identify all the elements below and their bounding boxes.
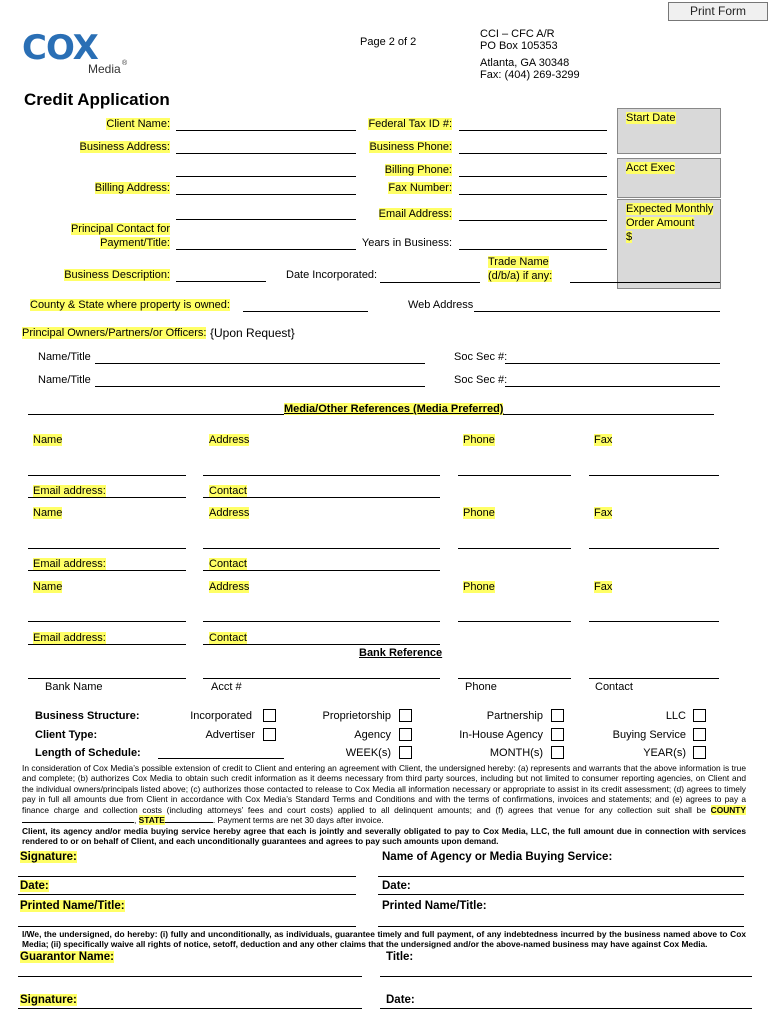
length-of-schedule-field[interactable] [158,758,284,759]
page-indicator: Page 2 of 2 [360,36,417,48]
reference-2-email-field[interactable] [28,570,186,571]
in-house-agency-checkbox[interactable] [551,728,564,741]
start-date-label: Start Date [626,112,676,124]
bank-phone-field[interactable] [458,678,571,679]
email-address-field[interactable] [459,220,607,221]
name-title-label-1: Name/Title [38,351,91,363]
guarantor-name-label: Guarantor Name: [20,951,114,963]
trade-name-label-2: (d/b/a) if any: [488,270,553,282]
signature-label: Signature: [20,851,77,863]
reference-1-address-label: Address [209,434,250,446]
trade-name-label-1: Trade Name [488,256,549,268]
reference-1-email-label: Email address: [33,485,106,497]
reference-3-phone-label: Phone [463,581,495,593]
legal-terms-text: In consideration of Cox Media’s possible extension of credit to Client and entering an agreement with Client, the undersigned hereby: (a) represents and warrants that the above information is true and complete; (b) authorizes Cox Media to obtain such credit information as it deems necessary from third party sources, including but not limited to consumer reporting agencies, on Client and the individual owners/principals listed above; (c) authorizes those contacted to release to Cox Media all information necessary or appropriate to assist in its credit assessment; (d) agrees to timely pay in full all amounts due from Client in accordance with Cox Media’s Standard Terms and Conditions and with the terms of confirmations, invoices and statements; and (e) agrees to pay a finance charge and collection costs (including attorneys’ fees and court costs) applied to all delinquent amounts; and (f) agrees that venue for any collection suit shall be [22,763,746,815]
fax-number-field[interactable] [459,194,607,195]
expected-amount-label-1: Expected Monthly [626,203,714,215]
bank-contact-label: Contact [595,681,633,693]
soc-sec-label-1: Soc Sec #: [454,351,508,363]
joint-liability-paragraph: Client, its agency and/or media buying service hereby agree that each is jointly and severally obligated to pay to Cox Media, LLC, the full amount due in connection with services rendered to or on behalf of Client, and each unconditionally guarantees and agrees to pay such amounts upon demand. [22,826,746,847]
reference-2-address-field[interactable] [203,548,440,549]
reference-2-name-field[interactable] [28,548,186,549]
remit-address-line2: PO Box 105353 [480,40,558,52]
incorporated-label: Incorporated [190,710,252,722]
buying-service-checkbox[interactable] [693,728,706,741]
federal-tax-field[interactable] [459,130,607,131]
bank-phone-label: Phone [465,681,497,693]
months-checkbox[interactable] [551,746,564,759]
acct-exec-label: Acct Exec [626,162,675,174]
upon-request-label: {Upon Request} [210,326,295,340]
reference-3-address-field[interactable] [203,621,440,622]
expected-amount-label-3: $ [626,231,633,243]
reference-1-fax-field[interactable] [589,475,719,476]
proprietorship-label: Proprietorship [322,710,391,722]
reference-1-name-field[interactable] [28,475,186,476]
years-label: YEAR(s) [643,747,686,759]
reference-1-phone-field[interactable] [458,475,571,476]
reference-3-contact-label: Contact [209,632,247,644]
proprietorship-checkbox[interactable] [399,709,412,722]
references-heading: Media/Other References (Media Preferred) [284,403,504,415]
soc-sec-label-2: Soc Sec #: [454,374,508,386]
reference-3-contact-field[interactable] [203,644,440,645]
county-field[interactable] [22,822,134,823]
web-address-field[interactable] [474,311,720,312]
logo-sub: Media [88,62,121,76]
business-structure-label: Business Structure: [35,710,140,722]
fax-number-label: Fax Number: [388,182,452,194]
date-incorporated-field[interactable] [380,282,480,283]
reference-2-address-label: Address [209,507,250,519]
years-in-business-label: Years in Business: [361,237,452,249]
reference-2-fax-label: Fax [594,507,613,519]
in-house-agency-label: In-House Agency [459,729,543,741]
client-date-field[interactable] [18,894,356,895]
agency-printed-name-label: Printed Name/Title: [382,900,487,912]
cox-media-logo [22,28,132,78]
billing-phone-field[interactable] [459,176,607,177]
county-state-field[interactable] [243,311,368,312]
billing-address-label: Billing Address: [94,182,170,194]
client-name-field[interactable] [176,130,356,131]
reference-2-fax-field[interactable] [589,548,719,549]
soc-sec-field-2[interactable] [505,386,720,387]
billing-phone-label: Billing Phone: [384,164,452,176]
billing-address-field[interactable] [176,194,356,195]
remit-address-line4: Fax: (404) 269-3299 [480,69,580,81]
federal-tax-label: Federal Tax ID #: [368,118,452,130]
business-address-field-2[interactable] [176,176,356,177]
reference-3-phone-field[interactable] [458,621,571,622]
agency-label: Agency [354,729,391,741]
advertiser-label: Advertiser [205,729,255,741]
guarantor-date-field[interactable] [380,1008,752,1009]
incorporated-checkbox[interactable] [263,709,276,722]
business-description-label: Business Description: [64,269,170,281]
business-phone-label: Business Phone: [369,141,452,153]
principal-contact-label-1: Principal Contact for [70,223,170,235]
client-name-label: Client Name: [106,118,170,130]
reference-1-fax-label: Fax [594,434,613,446]
remit-address-line1: CCI – CFC A/R [480,28,555,40]
guarantor-title-field[interactable] [380,976,752,977]
print-form-button[interactable]: Print Form [668,2,768,21]
state-field-label: STATE [138,815,165,826]
county-field-label: COUNTY [710,804,747,815]
reference-2-contact-label: Contact [209,558,247,570]
reference-1-name-label: Name [33,434,63,446]
signature-field[interactable] [18,876,356,877]
reference-2-email-label: Email address: [33,558,106,570]
expected-amount-label-2: Order Amount [626,217,695,229]
weeks-checkbox[interactable] [399,746,412,759]
guarantor-name-field[interactable] [18,976,362,977]
principal-contact-label-2: Payment/Title: [100,237,170,249]
state-field[interactable] [165,822,213,823]
guarantor-signature-label: Signature: [20,994,77,1006]
reference-2-phone-label: Phone [463,507,495,519]
agency-date-field[interactable] [378,894,744,895]
partnership-label: Partnership [486,710,543,722]
agency-date-label: Date: [382,880,411,892]
advertiser-checkbox[interactable] [263,728,276,741]
bank-contact-field[interactable] [589,678,719,679]
guarantor-date-label: Date: [386,994,415,1006]
reference-3-fax-label: Fax [594,581,613,593]
llc-checkbox[interactable] [693,709,706,722]
reference-2-phone-field[interactable] [458,548,571,549]
reference-3-email-field[interactable] [28,644,186,645]
trade-name-field[interactable] [570,282,720,283]
business-phone-field[interactable] [459,153,607,154]
payment-terms-text: . Payment terms are net 30 days after invoice. [212,815,384,826]
length-of-schedule-label: Length of Schedule: [35,747,141,759]
reference-1-contact-label: Contact [209,485,247,497]
bank-reference-heading: Bank Reference [359,647,443,659]
guarantee-paragraph: I/We, the undersigned, do hereby: (i) fully and unconditionally, as individuals, guarantee timely and full payment, of any indebtedness incurred by the business named above to Cox Media; (ii) specifically waive all rights of notice, setoff, deduction and any other claims that the undersigned and/or the above-named business may have against Cox Media. [22,929,746,950]
email-address-label: Email Address: [378,208,452,220]
bank-name-label: Bank Name [45,681,103,693]
name-title-field-2[interactable] [95,386,425,387]
years-checkbox[interactable] [693,746,706,759]
date-incorporated-label: Date Incorporated: [286,269,378,281]
reference-3-name-field[interactable] [28,621,186,622]
reference-3-fax-field[interactable] [589,621,719,622]
reference-2-name-label: Name [33,507,63,519]
page-title: Credit Application [24,90,170,109]
acct-exec-box[interactable] [617,158,721,198]
bank-name-field[interactable] [28,678,186,679]
business-address-label: Business Address: [79,141,170,153]
legal-terms-paragraph: In consideration of Cox Media’s possible extension of credit to Client and entering an agreement with Client, the undersigned hereby: (a) represents and warrants that the above information is true and complete; (b) authorizes Cox Media to obtain such credit information as it deems necessary from third party sources, including but not limited to consumer reporting agencies, on Client and the individual owners/principals listed above; (c) authorizes those contacted to release to Cox Media all information necessary or appropriate to assist in its credit assessment; (d) agrees to timely pay in full all amounts due from Client in accordance with Cox Media’s Standard Terms and Conditions and with the terms of confirmations, invoices and statements; and (e) agrees to pay a finance charge and collection costs (including attorneys’ fees and court costs) applied to all delinquent amounts; and (f) agrees that venue for any collection suit shall be COUNTY, STATE . Payment terms are net 30 days after invoice. [22,763,747,826]
reference-1-email-field[interactable] [28,497,186,498]
county-state-label: County & State where property is owned: [30,299,230,311]
business-address-field[interactable] [176,153,356,154]
logo-brand: COX [22,28,98,68]
reference-1-contact-field[interactable] [203,497,440,498]
years-in-business-field[interactable] [459,249,607,250]
web-address-label: Web Address [408,299,474,311]
guarantor-signature-field[interactable] [18,1008,362,1009]
reference-2-contact-field[interactable] [203,570,440,571]
agency-printed-name-field[interactable] [378,926,744,927]
buying-service-label: Buying Service [612,729,686,741]
agency-checkbox[interactable] [399,728,412,741]
client-printed-name-label: Printed Name/Title: [20,900,125,912]
bank-acct-label: Acct # [211,681,242,693]
expected-amount-box[interactable] [617,199,721,289]
llc-label: LLC [665,710,686,722]
client-type-label: Client Type: [35,729,98,741]
logo-mark: ® [122,60,128,67]
name-title-field-1[interactable] [95,363,425,364]
client-date-label: Date: [20,880,49,892]
agency-name-field[interactable] [378,876,744,877]
weeks-label: WEEK(s) [345,747,391,759]
reference-3-address-label: Address [209,581,250,593]
reference-3-name-label: Name [33,581,63,593]
principal-owners-label: Principal Owners/Partners/or Officers: [22,327,207,339]
reference-1-address-field[interactable] [203,475,440,476]
business-description-field[interactable] [176,281,266,282]
client-printed-name-field[interactable] [18,926,356,927]
start-date-box[interactable] [617,108,721,154]
reference-1-phone-label: Phone [463,434,495,446]
agency-name-label: Name of Agency or Media Buying Service: [382,851,613,863]
reference-3-email-label: Email address: [33,632,106,644]
soc-sec-field-1[interactable] [505,363,720,364]
months-label: MONTH(s) [489,747,543,759]
name-title-label-2: Name/Title [38,374,91,386]
remit-address-line3: Atlanta, GA 30348 [480,57,570,69]
partnership-checkbox[interactable] [551,709,564,722]
guarantor-title-label: Title: [386,951,414,963]
principal-contact-field[interactable] [176,249,356,250]
bank-acct-field[interactable] [203,678,440,679]
